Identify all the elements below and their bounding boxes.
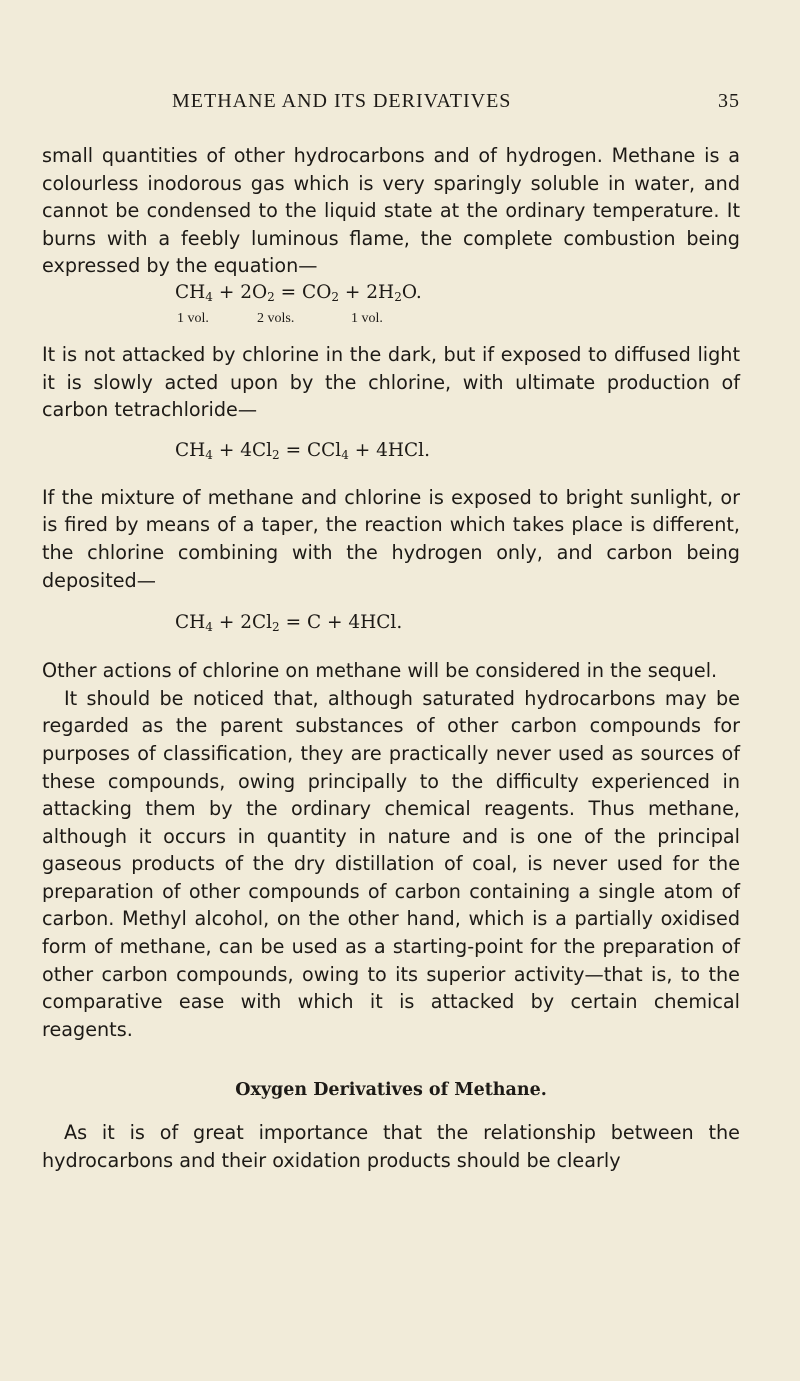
eq2-term: = CCl xyxy=(279,439,342,461)
eq2-sub: 4 xyxy=(341,447,349,462)
equation-carbon-deposit xyxy=(42,610,740,640)
paragraph-3: If the mixture of methane and chlorine is exposed to bright sunlight, or is fired by means of a taper, the reaction which takes place is different, the chlorine combining with the hydrogen only, and carbon being deposited— xyxy=(42,485,740,592)
eq3-sub: 2 xyxy=(272,620,280,635)
volume-co2: 1 vol. xyxy=(351,310,383,326)
paragraph-1: small quantities of other hydrocarbons and of hydrogen. Methane is a colourless inodorous gas which is very sparingly soluble in water, and cannot be condensed to the liquid state at the ordinary temperature. It burns with a feebly luminous flame, the complete combustion being expressed by the equation— xyxy=(42,144,740,278)
eq3-sub: 4 xyxy=(205,620,213,635)
eq1-sub: 4 xyxy=(205,289,213,304)
eq2-term: CH xyxy=(175,439,206,461)
eq2-sub: 2 xyxy=(272,447,280,462)
page-body xyxy=(42,142,740,1174)
eq1-sub: 2 xyxy=(331,289,340,304)
equation-volumes xyxy=(42,310,740,328)
eq1-term: = CO xyxy=(274,281,332,303)
volume-o2: 2 vols. xyxy=(257,310,295,326)
paragraph-6: As it is of great importance that the relationship between the hydrocarbons and their oxidation products should be clearly xyxy=(42,1121,740,1172)
equation-combustion xyxy=(42,280,740,310)
eq3-term: + 2Cl xyxy=(212,612,273,634)
eq3-term: = C + 4HCl. xyxy=(279,612,403,634)
eq1-term: O. xyxy=(401,281,422,303)
eq2-term: + 4Cl xyxy=(212,439,273,461)
eq1-term: + 2H xyxy=(339,281,395,303)
eq1-sub: 2 xyxy=(394,289,402,304)
page-number: 35 xyxy=(718,90,740,112)
eq1-term: + 2O xyxy=(212,281,268,303)
section-heading: Oxygen Derivatives of Methane. xyxy=(235,1080,547,1101)
paragraph-2: It is not attacked by chlorine in the dark, but if exposed to diffused light it is slowly acted upon by the chlorine, with ultimate production of carbon tetrachloride— xyxy=(42,342,740,422)
eq1-sub: 2 xyxy=(267,289,275,304)
running-header xyxy=(42,90,740,120)
eq2-term: + 4HCl. xyxy=(348,439,430,461)
equation-tetrachloride xyxy=(42,438,740,468)
eq3-term: CH xyxy=(175,612,206,634)
paragraph-4: Other actions of chlorine on methane will be considered in the sequel. xyxy=(42,659,718,683)
paragraph-5: It should be noticed that, although saturated hydrocarbons may be regarded as the parent substances of other carbon compounds for purposes of classification, they are practically never used as sources of these compounds, owing principally to the difficulty experienced in attacking them by the ordinary chemical reagents. Thus methane, although it occurs in quantity in nature and is one of the principal gaseous products of the dry distillation of coal, is never used for the preparation of other compounds of carbon containing a single atom of carbon. Methyl alcohol, on the other hand, which is a partially oxidised form of methane, can be used as a starting-point for the preparation of other carbon compounds, owing to its superior activity—that is, to the comparative ease with which it is attacked by certain chemical reagents. xyxy=(42,686,740,1041)
eq2-sub: 4 xyxy=(205,447,213,462)
eq1-term: CH xyxy=(175,281,206,303)
volume-ch4: 1 vol. xyxy=(177,310,209,326)
running-title: METHANE AND ITS DERIVATIVES xyxy=(172,90,512,112)
